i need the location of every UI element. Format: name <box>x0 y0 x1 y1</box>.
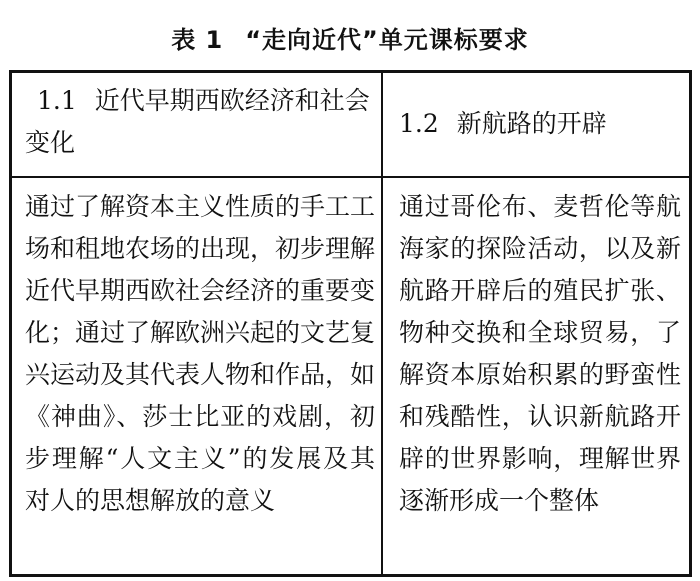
header-cell-1 <box>11 72 382 177</box>
header-cell-2 <box>382 72 691 177</box>
table-title: “走向近代”单元课标要求 <box>245 26 529 54</box>
section-number: 1.2 <box>399 109 439 138</box>
table-caption <box>0 20 700 55</box>
section-title: 新航路的开辟 <box>456 109 607 138</box>
table-row <box>11 177 691 575</box>
section-number: 1.1 <box>37 86 77 115</box>
section-title: 近代早期西欧经济和社会变化 <box>25 86 370 157</box>
table-header-row <box>11 72 691 177</box>
curriculum-table <box>11 72 691 575</box>
requirement-cell-1: 通过了解资本主义性质的手工工场和租地农场的出现，初步理解近代早期西欧社会经济的重要变化；通过了解欧洲兴起的文艺复兴运动及其代表人物和作品，如《神曲》、莎士比亚的戏剧，初步理解“人文主义”的发展及其对人的思想解放的意义 <box>11 177 382 575</box>
table-number: 表 1 <box>171 26 224 54</box>
requirement-cell-2: 通过哥伦布、麦哲伦等航海家的探险活动，以及新航路开辟后的殖民扩张、物种交换和全球贸易，了解资本原始积累的野蛮性和残酷性，认识新航路开辟的世界影响，理解世界逐渐形成一个整体 <box>382 177 691 575</box>
